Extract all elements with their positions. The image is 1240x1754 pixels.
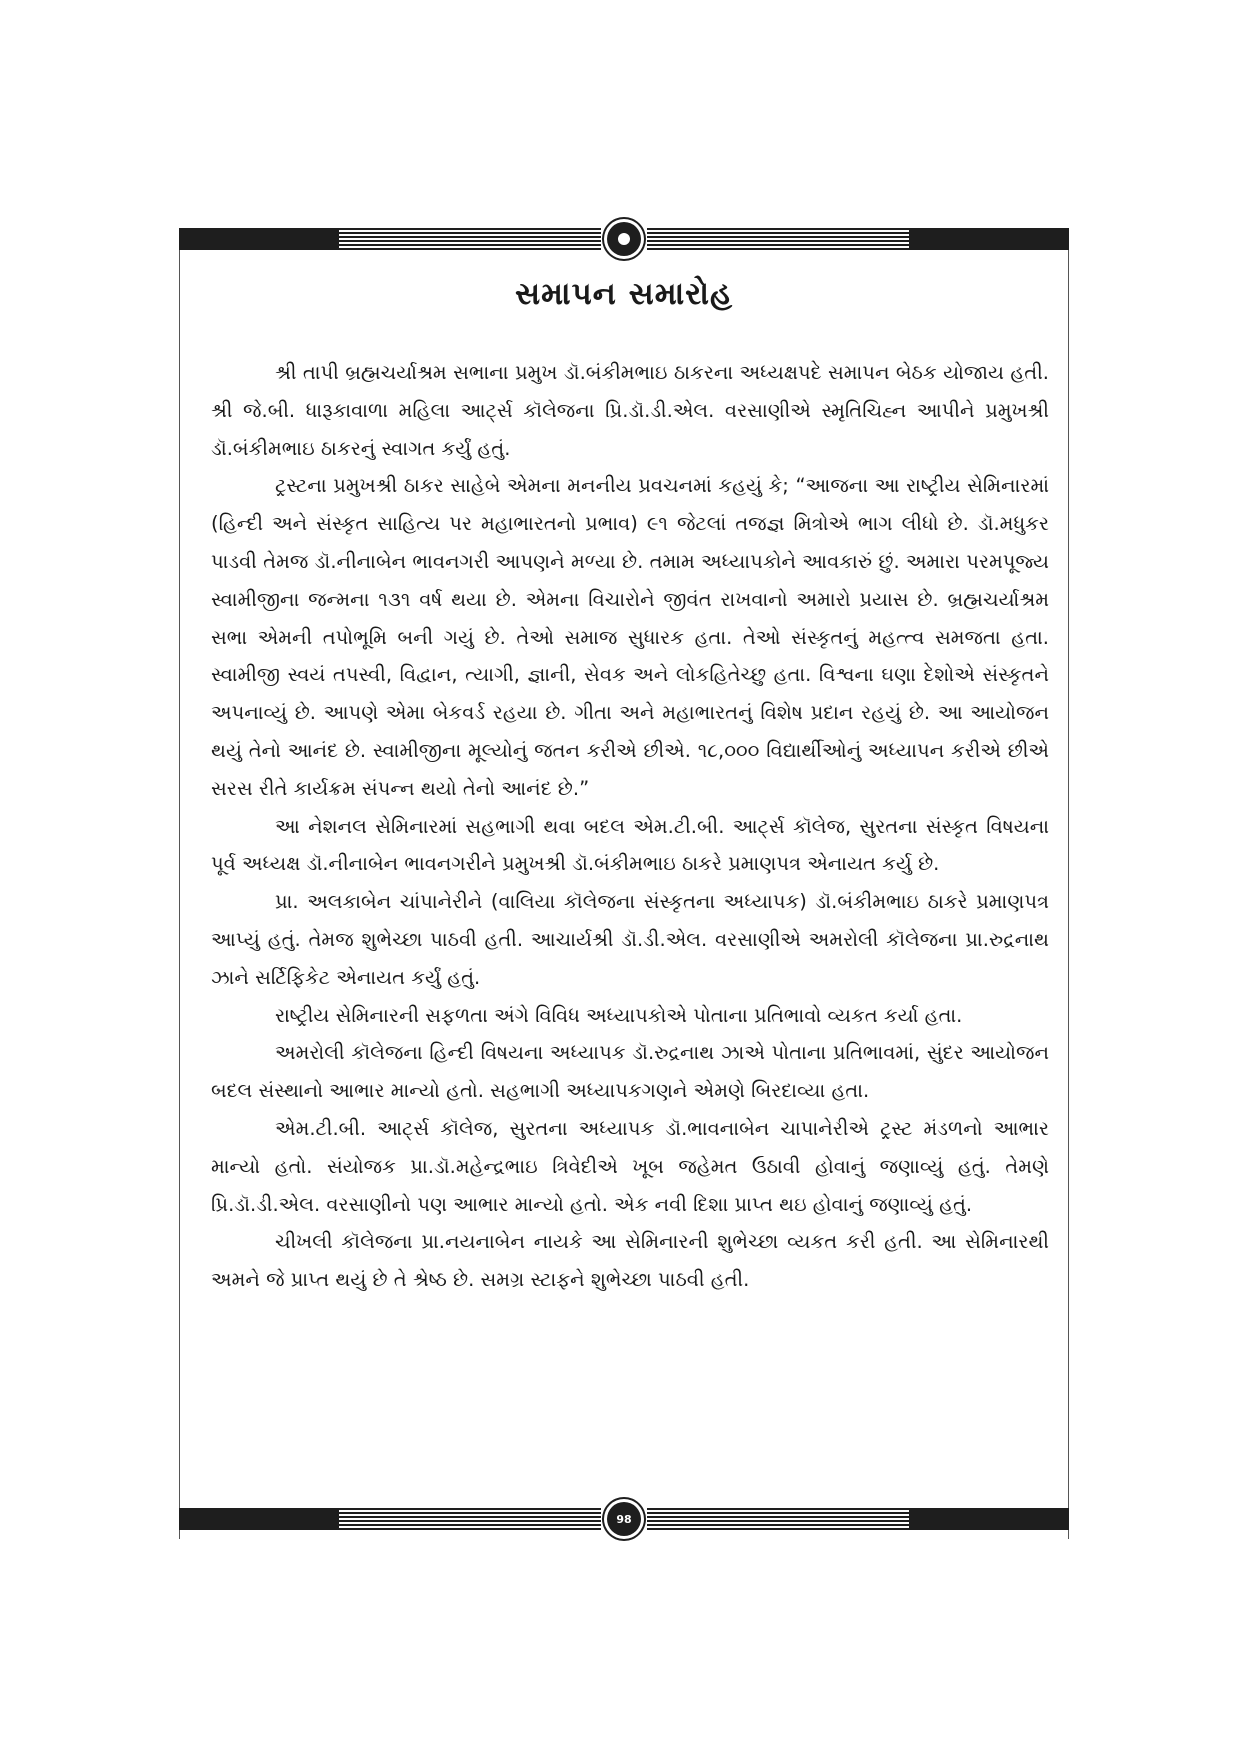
rule-solid-left: [179, 228, 339, 250]
paragraph: અમરોલી કૉલેજના હિન્દી વિષયના અધ્યાપક ડૉ.રુદ્રનાથ ઝાએ પોતાના પ્રતિભાવમાં, સુંદર આયોજન બદલ સંસ્થાનો આભાર માન્યો હતો. સહભાગી અધ્યાપકગણને એમણે બિરદાવ્યા હતા.: [211, 1041, 1049, 1103]
rule-solid-right: [909, 1508, 1069, 1530]
paragraph: શ્રી તાપી બ્રહ્મચર્યાશ્રમ સભાના પ્રમુખ ડૉ.બંકીમભાઇ ઠાકરના અધ્યક્ષપદે સમાપન બેઠક યોજાય હતી. શ્રી જે.બી. ધારૂકાવાળા મહિલા આર્ટ્સ કૉલેજના પ્રિ.ડૉ.ડી.એલ. વરસાણીએ સ્મૃતિચિહ્ન આપીને પ્રમુખશ્રી ડૉ.બંકીમભાઇ ઠાકરનું સ્વાગત કર્યું હતું.: [211, 361, 1049, 460]
rule-lines-left: [339, 228, 601, 250]
sun-ornament-icon: [607, 222, 641, 256]
paragraph: ચીખલી કૉલેજના પ્રા.નયનાબેન નાયકે આ સેમિનારની શુભેચ્છા વ્યકત કરી હતી. આ સેમિનારથી અમને જે પ્રાપ્ત થયું છે તે શ્રેષ્ઠ છે. સમગ્ર સ્ટાફને શુભેચ્છા પાઠવી હતી.: [211, 1230, 1049, 1292]
body-text: [211, 354, 1049, 1299]
rule-lines-right: [647, 228, 909, 250]
paragraph: રાષ્ટ્રીય સેમિનારની સફળતા અંગે વિવિધ અધ્યાપકોએ પોતાના પ્રતિભાવો વ્યકત કર્યા હતા.: [275, 1003, 963, 1027]
paragraph: પ્રા. અલકાબેન ચાંપાનેરીને (વાલિયા કૉલેજના સંસ્કૃતના અધ્યાપક) ડૉ.બંકીમભાઇ ઠાકરે પ્રમાણપત્ર આપ્યું હતું. તેમજ શુભેચ્છા પાઠવી હતી. આચાર્યશ્રી ડૉ.ડી.એલ. વરસાણીએ અમરોલી કૉલેજના પ્રા.રુદ્રનાથ ઝાને સર્ટિફિકેટ એનાયત કર્યું હતું.: [211, 890, 1049, 989]
header-rule-band: [179, 228, 1069, 250]
page-number: 98: [616, 1512, 632, 1526]
rule-lines-left: [339, 1508, 601, 1530]
footer-rule-band: [179, 1508, 1069, 1530]
rule-solid-left: [179, 1508, 339, 1530]
rule-solid-right: [909, 228, 1069, 250]
paragraph: આ નેશનલ સેમિનારમાં સહભાગી થવા બદલ એમ.ટી.બી. આર્ટ્સ કૉલેજ, સુરતના સંસ્કૃત વિષયના પૂર્વ અધ્યક્ષ ડૉ.નીનાબેન ભાવનગરીને પ્રમુખશ્રી ડૉ.બંકીમભાઇ ઠાકરે પ્રમાણપત્ર એનાયત કર્યુ છે.: [211, 814, 1049, 876]
page-number-badge: [607, 1502, 641, 1536]
page-title: સમાપન સમારોહ: [514, 276, 733, 312]
paragraph: એમ.ટી.બી. આર્ટ્સ કૉલેજ, સુરતના અધ્યાપક ડૉ.ભાવનાબેન ચાપાનેરીએ ટ્રસ્ટ મંડળનો આભાર માન્યો હતો. સંયોજક પ્રા.ડૉ.મહેન્દ્રભાઇ ત્રિવેદીએ ખૂબ જહેમત ઉઠાવી હોવાનું જણાવ્યું હતું. તેમણે પ્રિ.ડૉ.ડી.એલ. વરસાણીનો પણ આભાર માન્યો હતો. એક નવી દિશા પ્રાપ્ત થઇ હોવાનું જણાવ્યું હતું.: [211, 1116, 1049, 1216]
rule-lines-right: [647, 1508, 909, 1530]
paragraph: ટ્રસ્ટના પ્રમુખશ્રી ઠાકર સાહેબે એમના મનનીય પ્રવચનમાં કહયું કે; “આજના આ રાષ્ટ્રીય સેમિનારમાં (હિન્દી અને સંસ્કૃત સાહિત્ય પર મહાભારતનો પ્રભાવ) ૯૧ જેટલાં તજજ્ઞ મિત્રોએ ભાગ લીધો છે. ડૉ.મધુકર પાડવી તેમજ ડૉ.નીનાબેન ભાવનગરી આપણને મળ્યા છે. તમામ અધ્યાપકોને આવકારું છું. અમારા પરમપૂજ્ય સ્વામીજીના જન્મના ૧૩૧ વર્ષ થયા છે. એમના વિચારોને જીવંત રાખવાનો અમારો પ્રયાસ છે. બ્રહ્મચર્યાશ્રમ સભા એમની તપોભૂમિ બની ગયું છે. તેઓ સમાજ સુધારક હતા. તેઓ સંસ્કૃતનું મહત્ત્વ સમજતા હતા. સ્વામીજી સ્વયં તપસ્વી, વિદ્વાન, ત્યાગી, જ્ઞાની, સેવક અને લોકહિતેચ્છુ હતા. વિશ્વના ઘણા દેશોએ સંસ્કૃતને અપનાવ્યું છે. આપણે એમા બેકવર્ડ રહયા છે. ગીતા અને મહાભારતનું વિશેષ પ્રદાન રહયું છે. આ આયોજન થયું તેનો આનંદ છે. સ્વામીજીના મૂલ્યોનું જતન કરીએ છીએ. ૧૮,૦૦૦ વિદ્યાર્થીઓનું અધ્યાપન કરીએ છીએ સરસ રીતે કાર્યક્રમ સંપન્ન થયો તેનો આનંદ છે.”: [211, 474, 1049, 800]
